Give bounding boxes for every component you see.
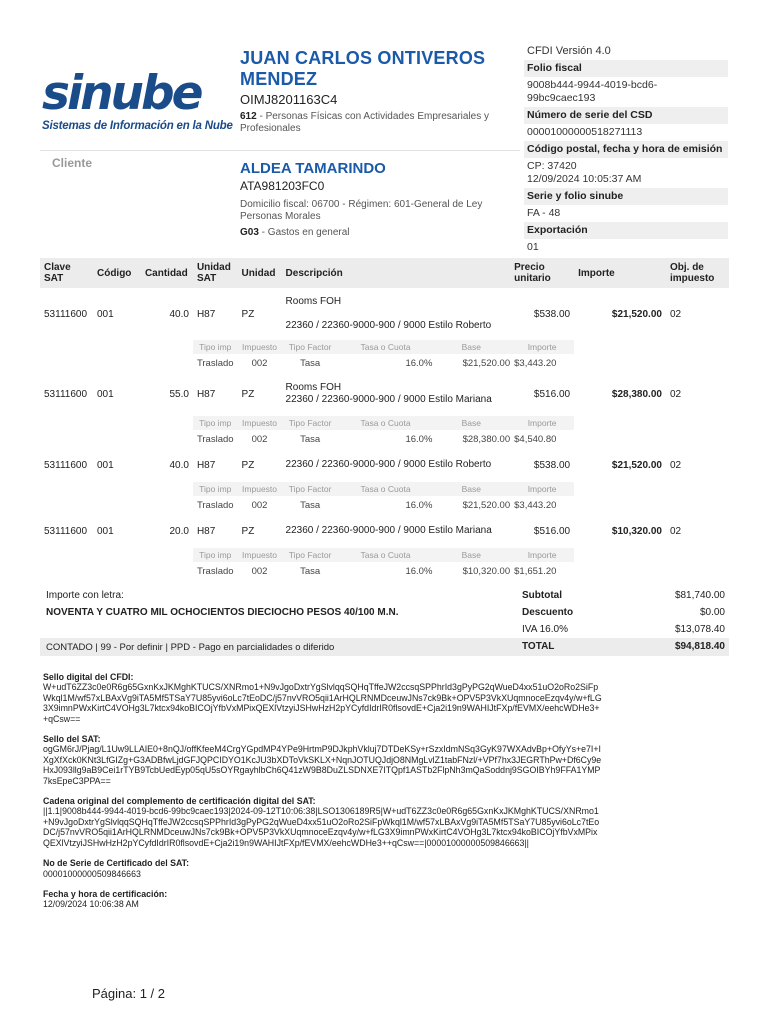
uso-code: G03 — [240, 227, 259, 238]
receptor-domicilio: Domicilio fiscal: 06700 - Régimen: 601-General de Ley Personas Morales — [240, 199, 483, 222]
tax-col-impuesto: Impuesto — [238, 548, 282, 562]
tax-col-group — [282, 482, 511, 496]
tax-base: $10,320.00 — [462, 565, 511, 577]
tax-col-tipo: Tipo imp — [193, 340, 238, 354]
tax-base: $21,520.00 — [462, 357, 511, 369]
row-clave: 53111600 — [44, 459, 88, 471]
tax-col-tasa: Tasa o Cuota — [360, 550, 411, 560]
row-descripcion — [282, 288, 511, 340]
table-row — [40, 448, 729, 482]
exportacion-label: Exportación — [524, 222, 728, 239]
importe-letra-text: NOVENTA Y CUATRO MIL OCHOCIENTOS DIECIOCHO PESOS 40/100 M.N. — [46, 607, 399, 618]
sello-cfdi-text: W+udT6ZZ3c0e0R6g65GxnKxJKMghKTUCS/XNRmo1+N9vJgoDxtrYgSlvlqqSQHqTffeJW2ccsqSPPhrId3gPyPG2qWueD4xx51uO2oRo2SiFpWkql1M/wf57xLBAxVg9iTA5Mf5TSaY7U85yvi6oLc7tEoDC/j57nvVRO5qii1ArHQLRNMDceuwJNs7ck9Bk+OPV5P3VkXUqmnoceEzqv4y/w+fLG3X9imnPWxKirtC4VOHg3L7ktcx94koBICOjYfbVxMPixQEXlVtzyiJSHwHzH2pYCyfdIdrIR0flsovdE+Cja2i19n9WAHIJtFXp/fEVMX/eehcWDHe3++qCsw== — [43, 682, 602, 724]
emisor-name: JUAN CARLOS ONTIVEROS MENDEZ — [240, 48, 486, 89]
logo-wordmark: sinube — [42, 66, 201, 121]
serie-certificado-label: No de Serie de Certificado del SAT: — [43, 858, 189, 869]
tax-col-importe: Importe — [510, 548, 574, 562]
tax-tasa: 16.0% — [405, 433, 433, 445]
tax-impuesto: 002 — [251, 357, 268, 369]
row-importe: $10,320.00 — [611, 525, 662, 537]
tax-col-importe: Importe — [510, 340, 574, 354]
cliente-label: Cliente — [52, 156, 93, 170]
csd-label: Número de serie del CSD — [524, 107, 728, 124]
emisor-regimen-text: - Personas Físicas con Actividades Empresariales y Profesionales — [240, 111, 490, 134]
cadena-original-text: ||1.1|9008b444-9944-4019-bcd6-99bc9caec193|2024-09-12T10:06:38|LSO1306189R5|W+udT6ZZ3c0e0R6g65GxnKxJKMghKTUCS/XNRmo1+N9vJgoDxtrYgSlvlqqSQHqTffeJW2ccsqSPPhrId3gPyPG2qWueD4xx51uO2oRo2SiFpWkql1M/wf57xLBAxVg9iTA5Mf5TSaY7U85yvi6oLc7tEoDC/j57nvVRO5qii1ArHQLRNMDceuwJNs7ck9Bk+OPV5P3VkXUqmnoceEzqv4y/w+fLG3X9imnPWxKirtC4VOHg3L7ktcx94koBICOjYfbVxMPixQEXlVtzyiJSHwHzH2pYCyfdIdrIR0flsovdE+Cja2i19n9WAHIJtFXp/fEVMX/eehcWDHe3++qCsw==|00001000000509846663|| — [43, 806, 600, 848]
row-precio: $516.00 — [533, 525, 571, 537]
row-cantidad: 40.0 — [169, 459, 189, 471]
row-obj: 02 — [669, 459, 682, 471]
tax-col-base: Base — [461, 484, 481, 494]
row-cantidad: 55.0 — [169, 388, 189, 400]
row-codigo: 001 — [96, 388, 114, 400]
row-desc-line1: Rooms FOH — [285, 296, 342, 307]
tax-tasa: 16.0% — [405, 499, 433, 511]
tax-impuesto: 002 — [251, 499, 268, 511]
emisor-rfc: OIMJ8201163C4 — [240, 92, 338, 107]
forma-pago-text: CONTADO | 99 - Por definir | PPD - Pago en parcialidades o diferido — [46, 642, 335, 653]
row-obj: 02 — [669, 388, 682, 400]
sello-sat-text: ogGM6rJ/Pjag/L1Uw9LLAIE0+8nQJ/offKfeeM4CrgYGpdMP4YPe9HrtmP9DJkphVkluj7DTDeKSy+rSzxIdmNSq3GyK97WXAdvBp+OfyYs+e7I+IXgXfXck0KNt3LfGIZg+G3ADBfwLjdGFJQPCIDYO1KcJU3bXDToVkSKLX+NqnJOTUQJdjO8NMgLvlZ1tabFNzl/+VPf7hx3JEGRThPw+Df6Cy9eHxJ093llg9aB9Cei1rTYB9TcbUedEyp05qU5sOYRgayhlbCh6Q41zW9B8DuZLSDNXE7ITQpf1ASTb2FlpNh3mQaSoddnj9SGOIBYh9FFA1YMP7ksEpeC3PPA== — [43, 744, 602, 786]
tax-factor: Tasa — [300, 499, 321, 511]
tax-row — [40, 430, 729, 448]
tax-col-tipo: Tipo imp — [193, 482, 238, 496]
tax-col-group — [282, 416, 511, 430]
col-precio: Precio unitario — [510, 258, 574, 288]
row-cantidad: 20.0 — [169, 525, 189, 537]
tax-base: $21,520.00 — [462, 499, 511, 511]
table-header-row — [40, 258, 729, 288]
sellos-section — [43, 672, 603, 910]
tax-group — [282, 562, 511, 580]
tax-base: $28,380.00 — [462, 433, 511, 445]
tax-col-factor: Tipo Factor — [288, 550, 332, 560]
tax-col-factor: Tipo Factor — [288, 484, 332, 494]
table-row — [40, 372, 729, 416]
tax-importe: $1,651.20 — [514, 565, 557, 577]
row-unidad: PZ — [241, 525, 255, 537]
receptor-name: ALDEA TAMARINDO — [240, 160, 386, 177]
fecha-certificacion-label: Fecha y hora de certificación: — [43, 888, 168, 899]
conceptos-table — [40, 258, 729, 580]
tax-row — [40, 496, 729, 514]
tax-col-tasa: Tasa o Cuota — [360, 342, 411, 352]
col-descripcion: Descripción — [282, 258, 511, 288]
tax-group — [282, 354, 511, 372]
sinube-logo — [42, 66, 242, 132]
sello-cfdi-label: Sello digital del CFDI: — [43, 672, 134, 682]
tax-col-group — [282, 340, 511, 354]
tax-importe: $3,443.20 — [514, 499, 557, 511]
row-codigo: 001 — [96, 459, 114, 471]
row-clave: 53111600 — [44, 525, 88, 537]
col-unidad: Unidad — [238, 258, 282, 288]
tax-tipo: Traslado — [196, 565, 234, 577]
row-importe: $28,380.00 — [611, 388, 662, 400]
row-unidad-sat: H87 — [196, 388, 216, 400]
exportacion-value: 01 — [527, 241, 539, 253]
logo-tagline: Sistemas de Información en la Nube — [42, 120, 233, 132]
subtotal-label: Subtotal — [522, 590, 562, 601]
row-codigo: 001 — [96, 308, 114, 320]
total-value: $94,818.40 — [674, 641, 725, 652]
iva-label: IVA 16.0% — [522, 624, 568, 635]
tax-tipo: Traslado — [196, 433, 234, 445]
row-unidad-sat: H87 — [196, 459, 216, 471]
serie-folio-label: Serie y folio sinube — [524, 188, 728, 205]
col-clave-sat: Clave SAT — [40, 258, 93, 288]
total-row — [40, 641, 729, 657]
descuento-row — [40, 607, 729, 623]
receptor-uso-cfdi — [240, 227, 515, 238]
header-divider — [40, 150, 520, 151]
row-desc-line2: 22360 / 22360-9000-900 / 9000 Estilo Roberto — [285, 320, 492, 331]
row-importe: $21,520.00 — [611, 459, 662, 471]
descuento-value: $0.00 — [699, 607, 725, 618]
tax-tasa: 16.0% — [405, 357, 433, 369]
row-precio: $538.00 — [533, 459, 571, 471]
serie-certificado-text: 00001000000509846663 — [43, 868, 141, 879]
tax-tipo: Traslado — [196, 499, 234, 511]
descuento-label: Descuento — [522, 607, 574, 618]
tax-col-impuesto: Impuesto — [238, 482, 282, 496]
tax-col-impuesto: Impuesto — [238, 416, 282, 430]
tax-tipo: Traslado — [196, 357, 234, 369]
tax-col-factor: Tipo Factor — [288, 342, 332, 352]
tax-group — [282, 430, 511, 448]
subtotal-value: $81,740.00 — [674, 590, 725, 601]
row-cantidad: 40.0 — [169, 308, 189, 320]
col-unidad-sat: Unidad SAT — [193, 258, 238, 288]
row-unidad: PZ — [241, 308, 255, 320]
row-obj: 02 — [669, 308, 682, 320]
cp-fecha-label: Código postal, fecha y hora de emisión — [524, 141, 728, 158]
cadena-original-label: Cadena original del complemento de certificación digital del SAT: — [43, 796, 316, 807]
col-importe: Importe — [574, 258, 666, 288]
row-codigo: 001 — [96, 525, 114, 537]
row-desc-line1: Rooms FOH — [285, 382, 342, 393]
page-number: Página: 1 / 2 — [92, 986, 165, 1001]
tax-factor: Tasa — [300, 357, 321, 369]
row-descripcion — [282, 448, 511, 482]
cp-value: CP: 37420 — [527, 160, 577, 172]
col-codigo: Código — [93, 258, 141, 288]
iva-value: $13,078.40 — [674, 624, 725, 635]
cfdi-info-panel — [524, 42, 728, 256]
tax-col-factor: Tipo Factor — [288, 418, 332, 428]
tax-col-base: Base — [461, 342, 481, 352]
tax-col-group — [282, 548, 511, 562]
tax-header-row — [40, 416, 729, 430]
col-obj-impuesto: Obj. de impuesto — [666, 258, 729, 288]
emisor-regimen-code: 612 — [240, 111, 257, 122]
tax-group — [282, 496, 511, 514]
col-cantidad: Cantidad — [141, 258, 193, 288]
tax-col-tipo: Tipo imp — [193, 548, 238, 562]
row-unidad-sat: H87 — [196, 308, 216, 320]
folio-fiscal-value: 9008b444-9944-4019-bcd6-99bc9caec193 — [527, 79, 658, 104]
tax-tasa: 16.0% — [405, 565, 433, 577]
subtotal-row — [40, 590, 729, 606]
row-clave: 53111600 — [44, 388, 88, 400]
tax-row — [40, 562, 729, 580]
fecha-certificacion-text: 12/09/2024 10:06:38 AM — [43, 899, 139, 910]
emisor-block — [240, 48, 515, 135]
tax-impuesto: 002 — [251, 433, 268, 445]
row-obj: 02 — [669, 525, 682, 537]
table-row — [40, 514, 729, 548]
row-importe: $21,520.00 — [611, 308, 662, 320]
row-unidad: PZ — [241, 388, 255, 400]
row-descripcion — [282, 372, 511, 416]
tax-col-impuesto: Impuesto — [238, 340, 282, 354]
cfdi-version: CFDI Versión 4.0 — [527, 45, 611, 57]
row-desc-line2: 22360 / 22360-9000-900 / 9000 Estilo Mariana — [285, 394, 492, 405]
importe-letra-label: Importe con letra: — [46, 590, 124, 601]
tax-impuesto: 002 — [251, 565, 268, 577]
tax-col-tasa: Tasa o Cuota — [360, 418, 411, 428]
conceptos-body — [40, 288, 729, 580]
tax-header-row — [40, 482, 729, 496]
fecha-emision-value: 12/09/2024 10:05:37 AM — [527, 173, 642, 185]
tax-factor: Tasa — [300, 565, 321, 577]
folio-fiscal-label: Folio fiscal — [524, 60, 728, 77]
tax-header-row — [40, 340, 729, 354]
row-precio: $516.00 — [533, 388, 571, 400]
tax-col-importe: Importe — [510, 416, 574, 430]
row-clave: 53111600 — [44, 308, 88, 320]
row-descripcion — [282, 514, 511, 548]
total-label: TOTAL — [522, 641, 555, 652]
receptor-block — [240, 160, 515, 238]
row-precio: $538.00 — [533, 308, 571, 320]
row-unidad-sat: H87 — [196, 525, 216, 537]
tax-col-importe: Importe — [510, 482, 574, 496]
tax-col-base: Base — [461, 418, 481, 428]
serie-folio-value: FA - 48 — [527, 207, 561, 219]
tax-col-tipo: Tipo imp — [193, 416, 238, 430]
row-desc-line2: 22360 / 22360-9000-900 / 9000 Estilo Mariana — [285, 525, 492, 536]
uso-text: - Gastos en general — [258, 227, 350, 238]
receptor-rfc: ATA981203FC0 — [240, 179, 325, 193]
emisor-regimen — [240, 111, 515, 135]
tax-col-base: Base — [461, 550, 481, 560]
tax-factor: Tasa — [300, 433, 321, 445]
csd-value: 00001000000518271113 — [527, 126, 643, 138]
tax-importe: $4,540.80 — [514, 433, 557, 445]
tax-header-row — [40, 548, 729, 562]
sello-sat-label: Sello del SAT: — [43, 734, 101, 745]
tax-col-tasa: Tasa o Cuota — [360, 484, 411, 494]
row-desc-line2: 22360 / 22360-9000-900 / 9000 Estilo Roberto — [285, 459, 492, 470]
table-row — [40, 288, 729, 340]
row-unidad: PZ — [241, 459, 255, 471]
tax-row — [40, 354, 729, 372]
tax-importe: $3,443.20 — [514, 357, 557, 369]
